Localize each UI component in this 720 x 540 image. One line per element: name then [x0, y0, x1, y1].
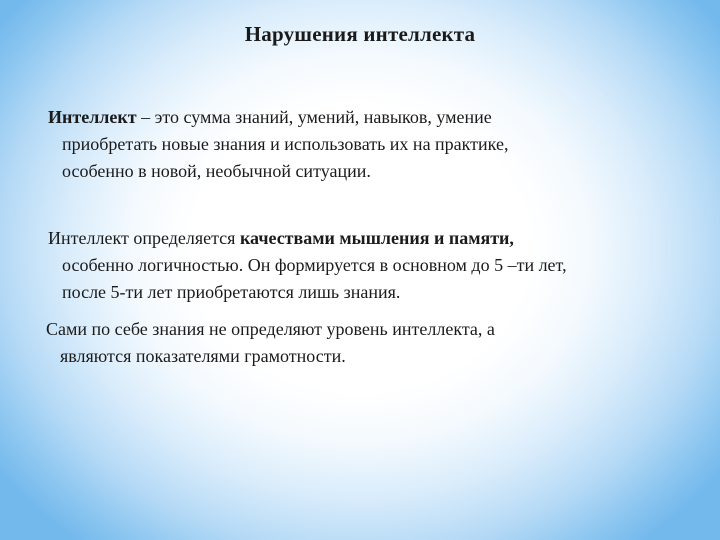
paragraph-line	[48, 225, 698, 252]
paragraph-line: особенно логичностью. Он формируется в основном до 5 –ти лет,	[62, 255, 567, 275]
qualities-text: Интеллект определяется	[48, 228, 240, 248]
paragraph-line	[48, 104, 698, 131]
paragraph-intellect-qualities	[48, 225, 698, 306]
term-bold: Интеллект	[48, 107, 137, 127]
qualities-bold: качествами мышления и памяти,	[239, 228, 514, 248]
paragraph-line: приобретать новые знания и использовать их на практике,	[62, 134, 509, 154]
paragraph-knowledge-literacy	[46, 316, 696, 370]
paragraph-intellect-definition	[48, 104, 698, 185]
paragraph-line: являются показателями грамотности.	[60, 346, 346, 366]
paragraph-line: Сами по себе знания не определяют уровень интеллекта, а	[46, 319, 495, 339]
definition-text: – это сумма знаний, умений, навыков, умение	[136, 107, 492, 127]
paragraph-line: после 5-ти лет приобретаются лишь знания.	[62, 282, 401, 302]
slide-title: Нарушения интеллекта	[244, 22, 476, 46]
paragraph-line: особенно в новой, необычной ситуации.	[62, 161, 371, 181]
